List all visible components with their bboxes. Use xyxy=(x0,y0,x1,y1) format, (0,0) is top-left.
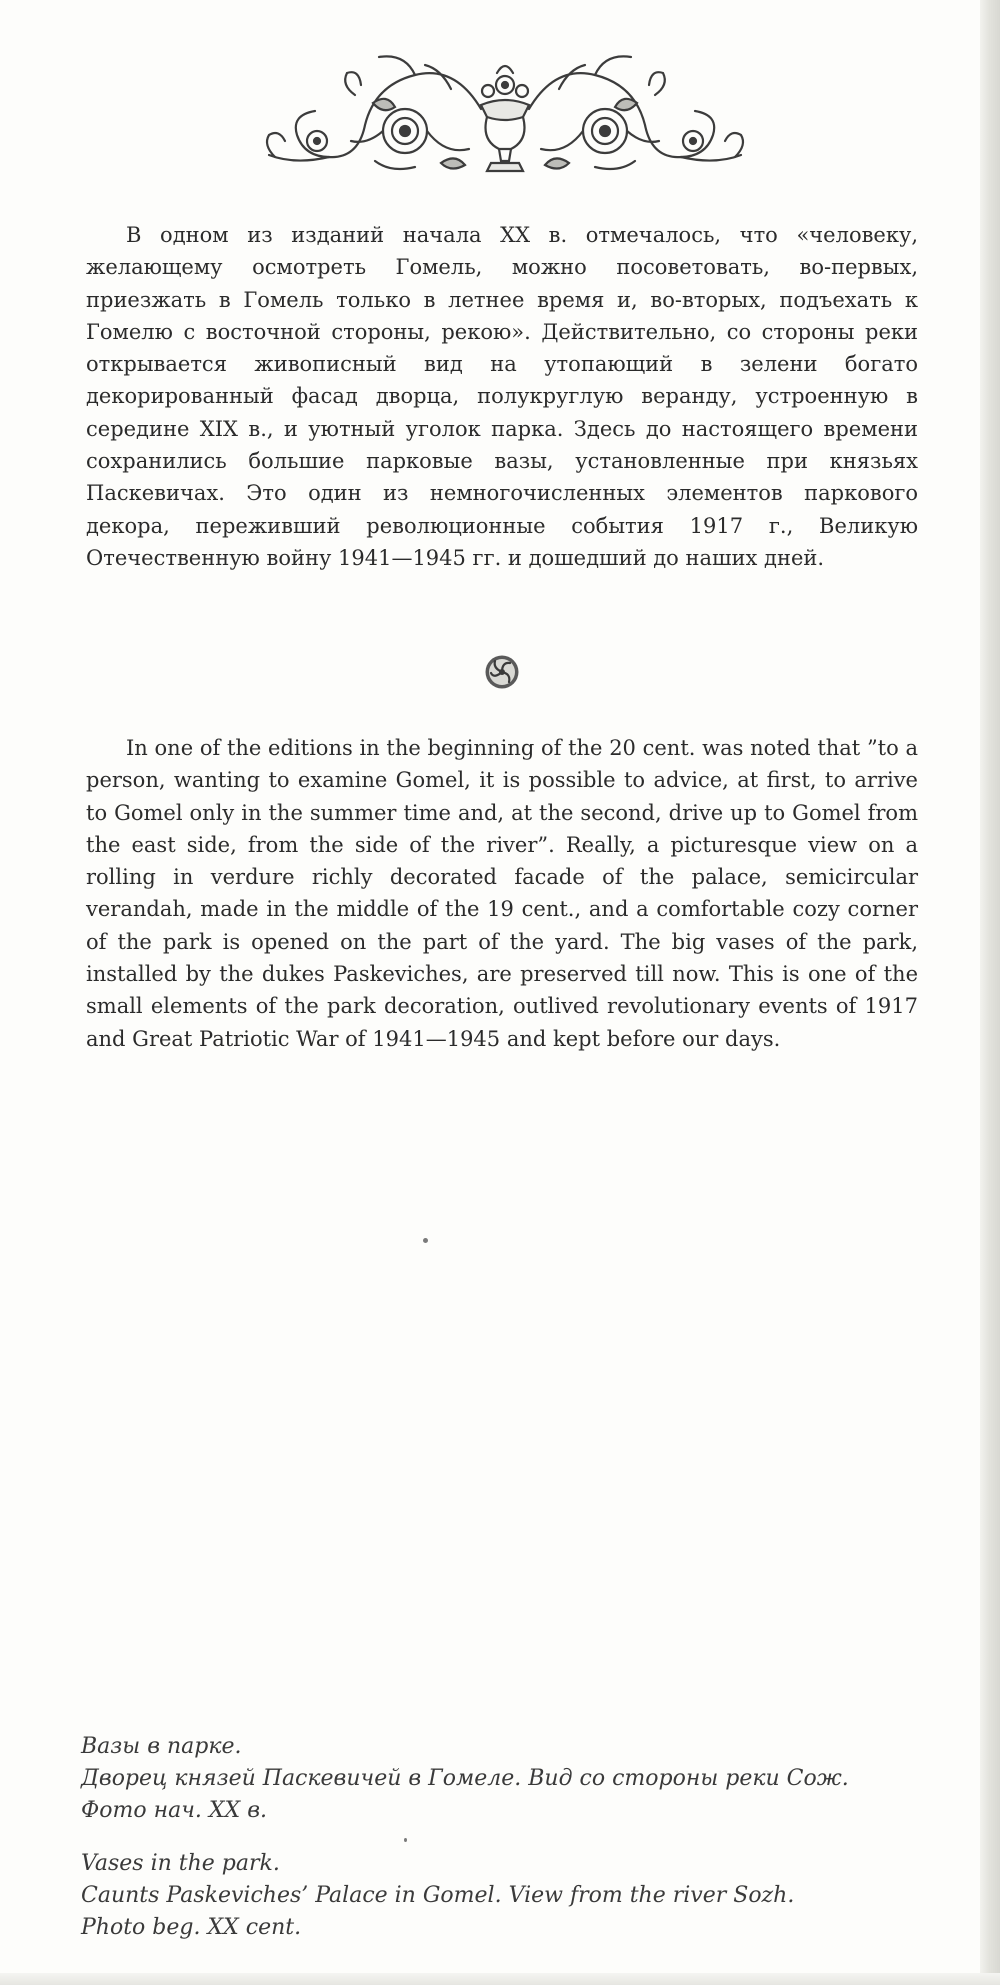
russian-caption xyxy=(81,1731,961,1827)
page-edge-shadow xyxy=(980,0,1000,1985)
russian-paragraph: В одном из изданий начала XX в. отмечалось, что «человеку, желающему осмотреть Гомель, можно посоветовать, во-первых, приезжать в Гомель только в летнее время и, во-вторых, подъехать к Гомелю с восточной стороны, рекою». Действительно, со стороны реки открывается живописный вид на утопающий в зелени богато декорированный фасад дворца, полукруглую веранду, устроенную в середине XIX в., и уютный уголок парка. Здесь до настоящего времени сохранились большие парковые вазы, установленные при князьях Паскевичах. Это один из немногочисленных элементов паркового декора, переживший революционные события 1917 г., Великую Отечественную войну 1941—1945 гг. и дошедший до наших дней. xyxy=(86,223,918,570)
caption-ru-line-1: Вазы в парке. xyxy=(81,1734,242,1759)
caption-en-line-1: Vases in the park. xyxy=(81,1851,280,1876)
floral-vase-ornament-icon xyxy=(255,45,755,180)
caption-ru-line-3: Фото нач. XX в. xyxy=(81,1798,268,1823)
paper-speck xyxy=(404,1838,407,1842)
english-paragraph: In one of the editions in the beginning of the 20 cent. was noted that ”to a person, wanting to examine Gomel, it is possible to advice, at first, to arrive to Gomel only in the summer time and, at the second, drive up to Gomel from the east side, from the side of the river”. Really, a picturesque view on a rolling in verdure richly decorated facade of the palace, semicircular verandah, made in the middle of the 19 cent., and a comfortable cozy corner of the park is opened on the part of the yard. The big vases of the park, installed by the dukes Paskeviches, are preserved till now. This is one of the small elements of the park decoration, outlived revolutionary events of 1917 and Great Patriotic War of 1941—1945 and kept before our days. xyxy=(86,736,918,1051)
page-bottom-edge xyxy=(0,1973,1000,1985)
english-caption xyxy=(81,1848,961,1944)
caption-en-line-3: Photo beg. XX cent. xyxy=(81,1915,302,1940)
caption-ru-line-2: Дворец князей Паскевичей в Гомеле. Вид со стороны реки Сож. xyxy=(81,1766,849,1791)
spiral-rosette-icon xyxy=(484,654,520,690)
paper-speck xyxy=(423,1238,428,1243)
caption-en-line-2: Caunts Paskeviches’ Palace in Gomel. View from the river Sozh. xyxy=(81,1883,795,1908)
